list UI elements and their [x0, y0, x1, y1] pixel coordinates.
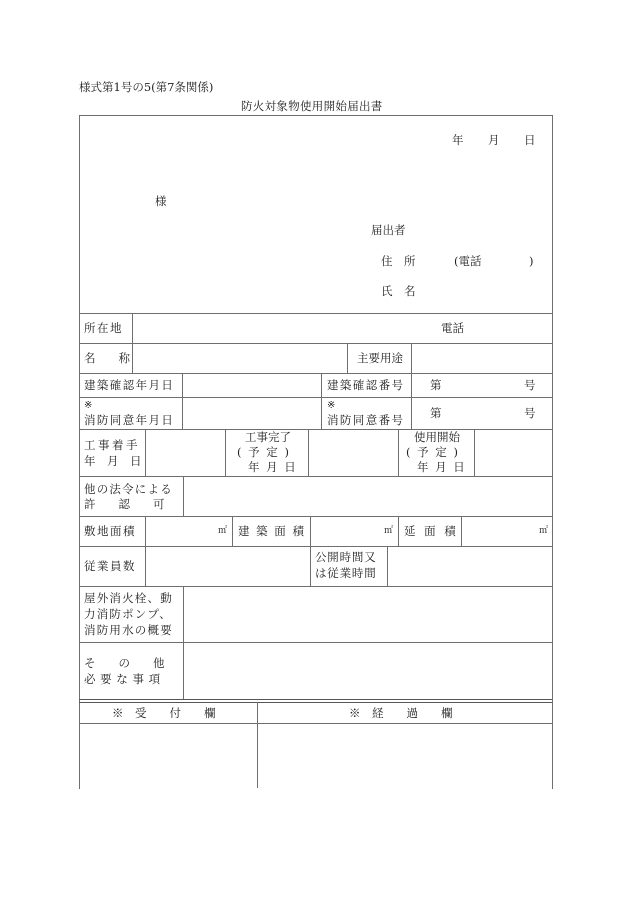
- fire-consent-no-prefix: 第: [430, 406, 442, 420]
- floor-area-label: 延 面 積: [404, 524, 459, 538]
- construction-start-date-field[interactable]: [147, 431, 224, 475]
- hours-label-1: 公開時間又: [315, 550, 377, 564]
- location-label: 所在地: [84, 321, 123, 335]
- fire-consent-number-mark: ※: [327, 400, 336, 411]
- construction-complete-label-2: ( 予 定 ): [237, 445, 291, 459]
- name-label: 氏 名: [381, 284, 416, 298]
- fire-consent-date-field[interactable]: [184, 399, 320, 428]
- other-label-2: 必 要 な 事 項: [84, 672, 161, 686]
- building-confirm-date-field[interactable]: [184, 375, 320, 396]
- main-use-field[interactable]: [413, 345, 550, 372]
- fire-equipment-label-2: 力消防ポンプ、: [84, 607, 172, 621]
- reception-field[interactable]: [81, 725, 256, 787]
- progress-field[interactable]: [259, 725, 550, 787]
- hours-label-2: は従業時間: [315, 566, 377, 580]
- form-number: 様式第1号の5(第7条関係): [79, 80, 214, 94]
- building-confirm-no-prefix: 第: [430, 378, 442, 392]
- building-area-field[interactable]: [312, 518, 382, 545]
- site-area-label: 敷地面積: [84, 524, 136, 538]
- location-phone-field[interactable]: [468, 315, 550, 342]
- fire-consent-number-label: 消防同意番号: [327, 413, 405, 427]
- name-row-label: 名 称: [84, 351, 130, 365]
- construction-start-label-1: 工事着手: [84, 438, 140, 452]
- address-field[interactable]: [420, 250, 452, 270]
- employees-label: 従業員数: [84, 559, 136, 573]
- use-start-label-1: 使用開始: [414, 430, 460, 444]
- permits-field[interactable]: [185, 478, 550, 515]
- date-field[interactable]: [420, 128, 545, 150]
- reception-label: ※ 受 付 欄: [112, 706, 216, 720]
- addressee-field[interactable]: [85, 190, 153, 210]
- location-field[interactable]: [134, 315, 434, 342]
- fire-consent-no-suffix: 号: [524, 406, 536, 420]
- floor-area-field[interactable]: [463, 518, 538, 545]
- building-area-label: 建 築 面 積: [238, 524, 306, 538]
- site-area-field[interactable]: [147, 518, 217, 545]
- building-confirm-number-label: 建築確認番号: [327, 378, 405, 392]
- address-label: 住 所: [381, 254, 416, 268]
- date-year: 年: [452, 133, 464, 147]
- permits-label-1: 他の法令による: [84, 482, 173, 496]
- fire-consent-date-mark: ※: [84, 400, 93, 411]
- notifier-label: 届出者: [371, 223, 406, 237]
- hours-field[interactable]: [389, 548, 550, 585]
- other-label-1: そ の 他: [84, 656, 165, 670]
- fire-equipment-label-3: 消防用水の概要: [84, 623, 173, 637]
- phone-close: ): [529, 254, 534, 268]
- construction-complete-label-1: 工事完了: [245, 430, 291, 444]
- construction-complete-date-field[interactable]: [310, 431, 397, 475]
- construction-complete-label-3: 年 月 日: [248, 460, 298, 474]
- floor-area-unit: ㎡: [539, 526, 549, 536]
- site-area-unit: ㎡: [218, 526, 228, 536]
- location-phone-label: 電話: [441, 321, 464, 335]
- construction-start-label-2: 年 月 日: [84, 454, 142, 468]
- use-start-date-field[interactable]: [476, 431, 550, 475]
- property-name-field[interactable]: [134, 345, 346, 372]
- other-field[interactable]: [185, 644, 550, 698]
- date-month: 月: [488, 133, 500, 147]
- employees-field[interactable]: [147, 548, 309, 585]
- fire-consent-number-field[interactable]: [445, 399, 520, 428]
- use-start-label-2: ( 予 定 ): [406, 445, 460, 459]
- use-start-label-3: 年 月 日: [417, 460, 467, 474]
- permits-label-2: 許 認 可: [84, 497, 165, 511]
- notifier-name-field[interactable]: [420, 280, 545, 300]
- addressee-suffix: 様: [155, 194, 167, 208]
- building-confirm-number-field[interactable]: [445, 375, 520, 396]
- document-title: 防火対象物使用開始届出書: [241, 99, 383, 113]
- building-area-unit: ㎡: [384, 526, 394, 536]
- building-confirm-no-suffix: 号: [524, 378, 536, 392]
- progress-label: ※ 経 過 欄: [349, 706, 453, 720]
- notifier-phone-field[interactable]: [486, 250, 526, 270]
- fire-consent-date-label: 消防同意年月日: [84, 413, 175, 427]
- fire-equipment-field[interactable]: [185, 588, 550, 641]
- fire-equipment-label-1: 屋外消火栓、動: [84, 591, 173, 605]
- date-day: 日: [524, 133, 536, 147]
- building-confirm-date-label: 建築確認年月日: [84, 378, 175, 392]
- phone-open: (電話: [454, 254, 482, 268]
- main-use-label: 主要用途: [357, 351, 403, 365]
